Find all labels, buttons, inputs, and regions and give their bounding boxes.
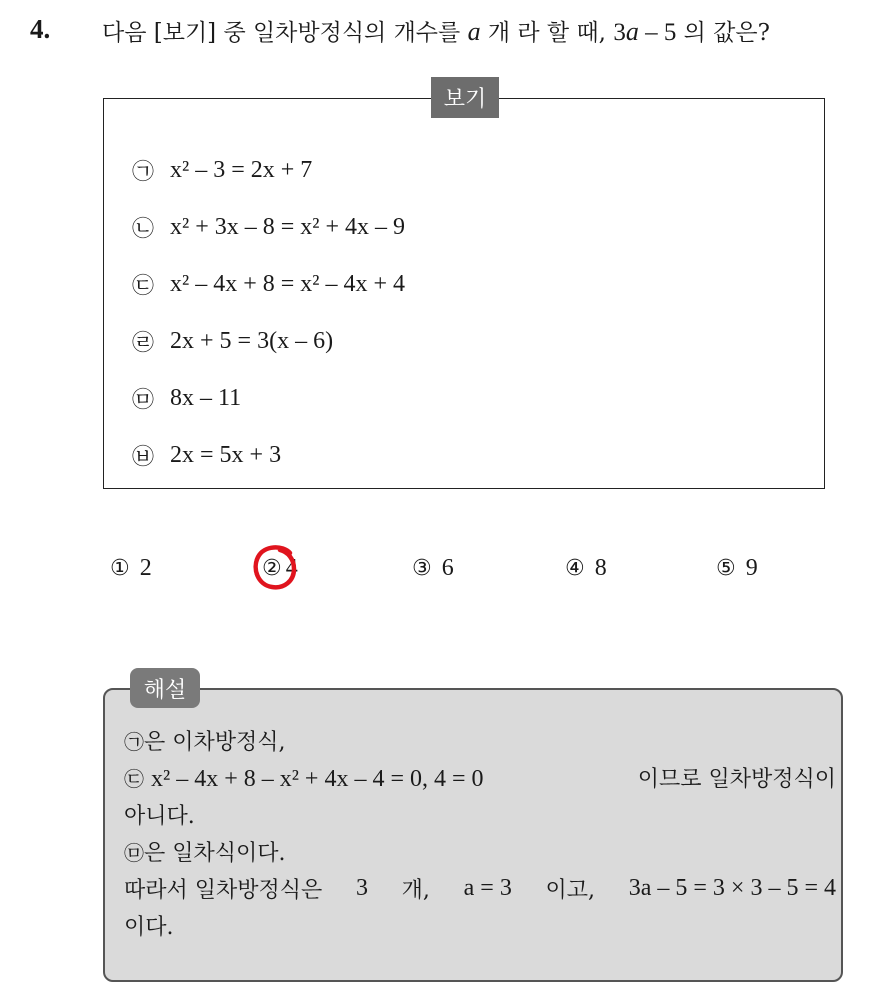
solution-line: 이다.	[124, 915, 174, 940]
answer-choices	[0, 555, 884, 587]
answer-circle-mark	[250, 541, 302, 593]
choice-2[interactable]: ② 4	[262, 555, 298, 581]
solution-line: ㉢ x² – 4x + 8 – x² + 4x – 4 = 0, 4 = 0 이므로 일차방정식이	[124, 765, 836, 792]
question-text-after: 의 값은?	[683, 20, 770, 46]
bogi-item-mark: ㉤	[132, 388, 155, 413]
bogi-item-equation: 2x + 5 = 3(x – 6)	[170, 328, 334, 354]
question-text-before: 다음 [보기] 중 일차방정식의 개수를	[102, 20, 461, 46]
choice-3[interactable]: ③ 6	[412, 555, 454, 581]
bogi-item	[132, 427, 405, 484]
bogi-list	[132, 142, 405, 484]
solution-text	[124, 722, 836, 944]
bogi-item-mark: ㉥	[132, 445, 155, 470]
bogi-item	[132, 370, 405, 427]
bogi-item-mark: ㉣	[132, 331, 155, 356]
bogi-item	[132, 199, 405, 256]
question-number: 4.	[30, 14, 51, 44]
bogi-item-equation: x² – 4x + 8 = x² – 4x + 4	[170, 271, 405, 297]
bogi-item-mark: ㉠	[132, 160, 155, 185]
bogi-title: 보기	[431, 77, 499, 118]
bogi-item-equation: 8x – 11	[170, 385, 242, 411]
question-text	[102, 14, 770, 47]
choice-1[interactable]: ① 2	[110, 555, 152, 581]
bogi-item-mark: ㉢	[132, 274, 155, 299]
bogi-item-equation: 2x = 5x + 3	[170, 442, 282, 468]
solution-title: 해설	[130, 668, 200, 708]
bogi-item-equation: x² + 3x – 8 = x² + 4x – 9	[170, 214, 405, 240]
question-expression: 3a – 5	[613, 17, 677, 46]
solution-line: ㉤ 은 일차식이다.	[124, 841, 286, 866]
solution-line: 따라서 일차방정식은 3 개, a = 3 이고, 3a – 5 = 3 × 3 – 5 = 4	[124, 875, 836, 903]
bogi-item-equation: x² – 3 = 2x + 7	[170, 157, 313, 183]
choice-4[interactable]: ④ 8	[565, 555, 607, 581]
bogi-item	[132, 256, 405, 313]
solution-line: 아니다.	[124, 804, 195, 829]
bogi-item	[132, 142, 405, 199]
variable-a: a	[467, 17, 481, 46]
bogi-item	[132, 313, 405, 370]
choice-5[interactable]: ⑤ 9	[716, 555, 758, 581]
solution-line: ㉠ 은 이차방정식,	[124, 730, 286, 755]
question-text-mid: 개 라 할 때,	[487, 20, 606, 46]
bogi-item-mark: ㉡	[132, 217, 155, 242]
